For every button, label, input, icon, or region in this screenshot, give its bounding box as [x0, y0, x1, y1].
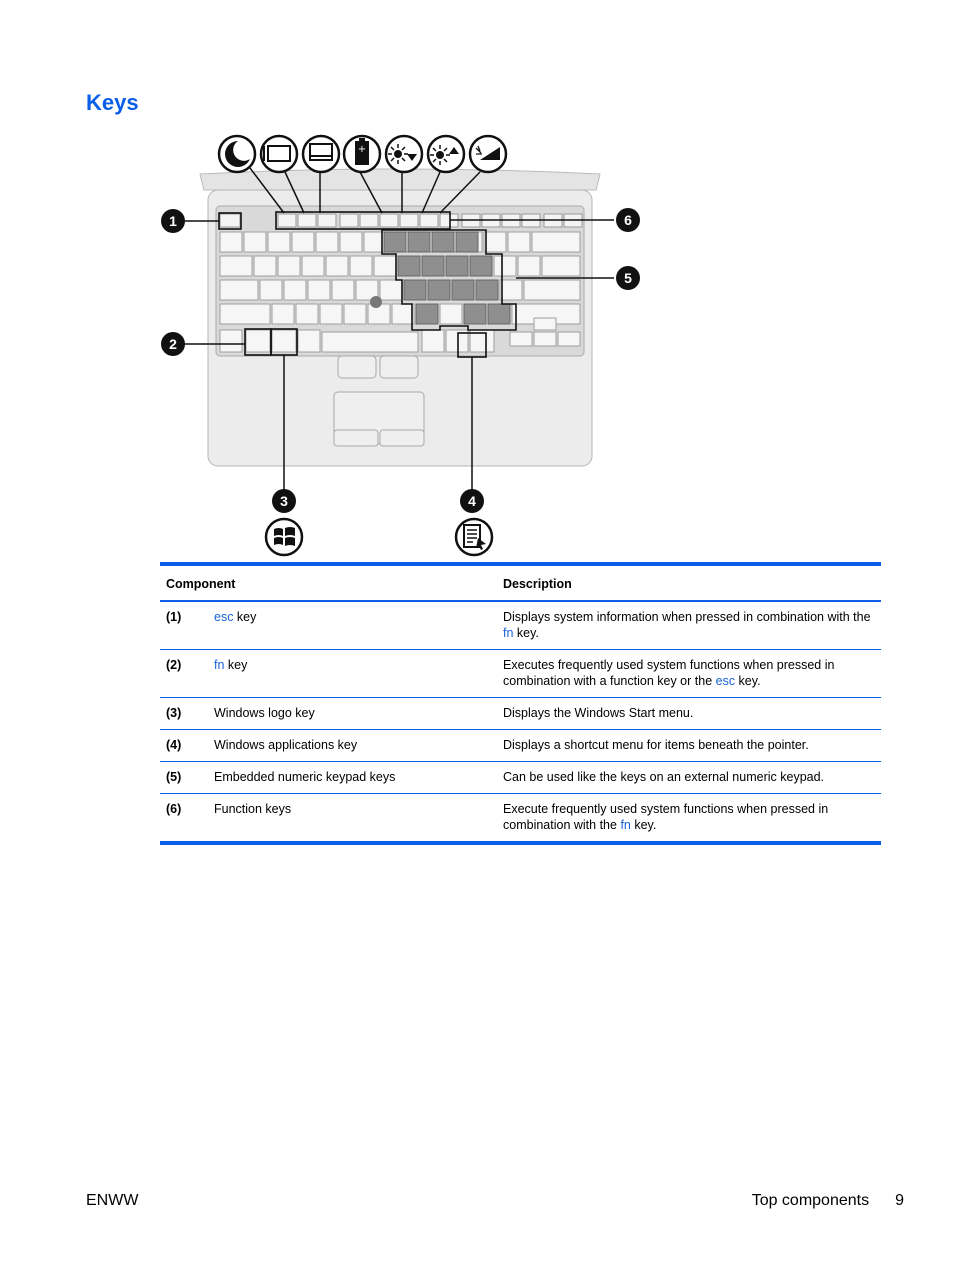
function-icons	[219, 136, 506, 172]
display-switch-icon	[261, 136, 297, 172]
component-description-table	[160, 566, 881, 841]
page-number: 9	[895, 1192, 904, 1209]
description-text-end: key.	[513, 626, 539, 640]
table-row	[160, 601, 881, 650]
brightness-up-icon	[428, 136, 464, 172]
fn-link[interactable]: fn	[214, 658, 225, 672]
callout-1-label: 1	[169, 213, 177, 229]
callout-4	[460, 489, 484, 513]
row-number: (3)	[160, 698, 208, 730]
footer-left-label: ENWW	[86, 1192, 139, 1209]
component-cell: Embedded numeric keypad keys	[208, 762, 497, 794]
esc-link[interactable]: esc	[214, 610, 234, 624]
component-text: key	[233, 610, 257, 624]
description-cell	[497, 794, 881, 842]
row-number: (1)	[160, 601, 208, 650]
page-title: Keys	[86, 90, 139, 115]
row-number: (5)	[160, 762, 208, 794]
description-text: Displays system information when pressed in combination with the	[503, 610, 871, 624]
row-number: (6)	[166, 802, 182, 816]
description-cell	[497, 650, 881, 698]
callout-1	[161, 209, 185, 233]
callout-3	[272, 489, 296, 513]
table-row	[160, 698, 881, 730]
callout-6	[616, 208, 640, 232]
component-text: key	[224, 658, 248, 672]
component-cell: Windows applications key	[208, 730, 497, 762]
callout-3-label: 3	[280, 493, 288, 509]
description-text: Executes frequently used system functions when pressed in combination with a function key or the	[503, 658, 835, 688]
table-header-row	[160, 566, 881, 601]
description-column-header: Description	[497, 566, 881, 601]
applications-menu-icon	[456, 519, 492, 555]
component-cell: Windows logo key	[208, 698, 497, 730]
table-bottom-rule	[160, 841, 881, 845]
callout-2-label: 2	[169, 336, 177, 352]
windows-logo-icon	[266, 519, 302, 555]
footer-section-title: Top components	[751, 1192, 870, 1209]
pointing-stick	[370, 296, 382, 308]
component-column-header: Component	[160, 566, 497, 601]
callout-5-label: 5	[624, 270, 632, 286]
table-row	[160, 730, 881, 762]
fn-link[interactable]: fn	[503, 626, 514, 640]
row-number: (4)	[160, 730, 208, 762]
battery-icon	[344, 136, 380, 172]
table-row	[160, 762, 881, 794]
component-table	[160, 562, 881, 845]
callout-2	[161, 332, 185, 356]
callout-5	[616, 266, 640, 290]
component-cell	[208, 601, 497, 650]
table-row	[160, 794, 881, 842]
description-text: Execute frequently used system functions when pressed in combination with the	[503, 802, 829, 832]
sleep-icon	[219, 136, 255, 172]
description-text-end: key.	[630, 818, 657, 832]
description-cell	[497, 601, 881, 650]
component-cell	[208, 650, 497, 698]
description-cell: Displays a shortcut menu for items beneath the pointer.	[497, 730, 881, 762]
wireless-icon	[470, 136, 506, 172]
keyboard-figure	[150, 128, 650, 560]
description-cell: Displays the Windows Start menu.	[497, 698, 881, 730]
row-number: (2)	[160, 650, 208, 698]
callout-6-label: 6	[624, 212, 632, 228]
component-cell: Function keys	[214, 802, 292, 816]
footer-right	[752, 1192, 904, 1210]
table-row	[160, 650, 881, 698]
description-cell: Can be used like the keys on an external numeric keypad.	[497, 762, 881, 794]
callout-4-label: 4	[468, 493, 476, 509]
touchpad-icon	[303, 136, 339, 172]
brightness-down-icon	[386, 136, 422, 172]
svg-text:+: +	[357, 144, 367, 155]
fn-link[interactable]: fn	[620, 818, 631, 832]
description-text-end: key.	[735, 674, 761, 688]
esc-link[interactable]: esc	[715, 674, 736, 688]
